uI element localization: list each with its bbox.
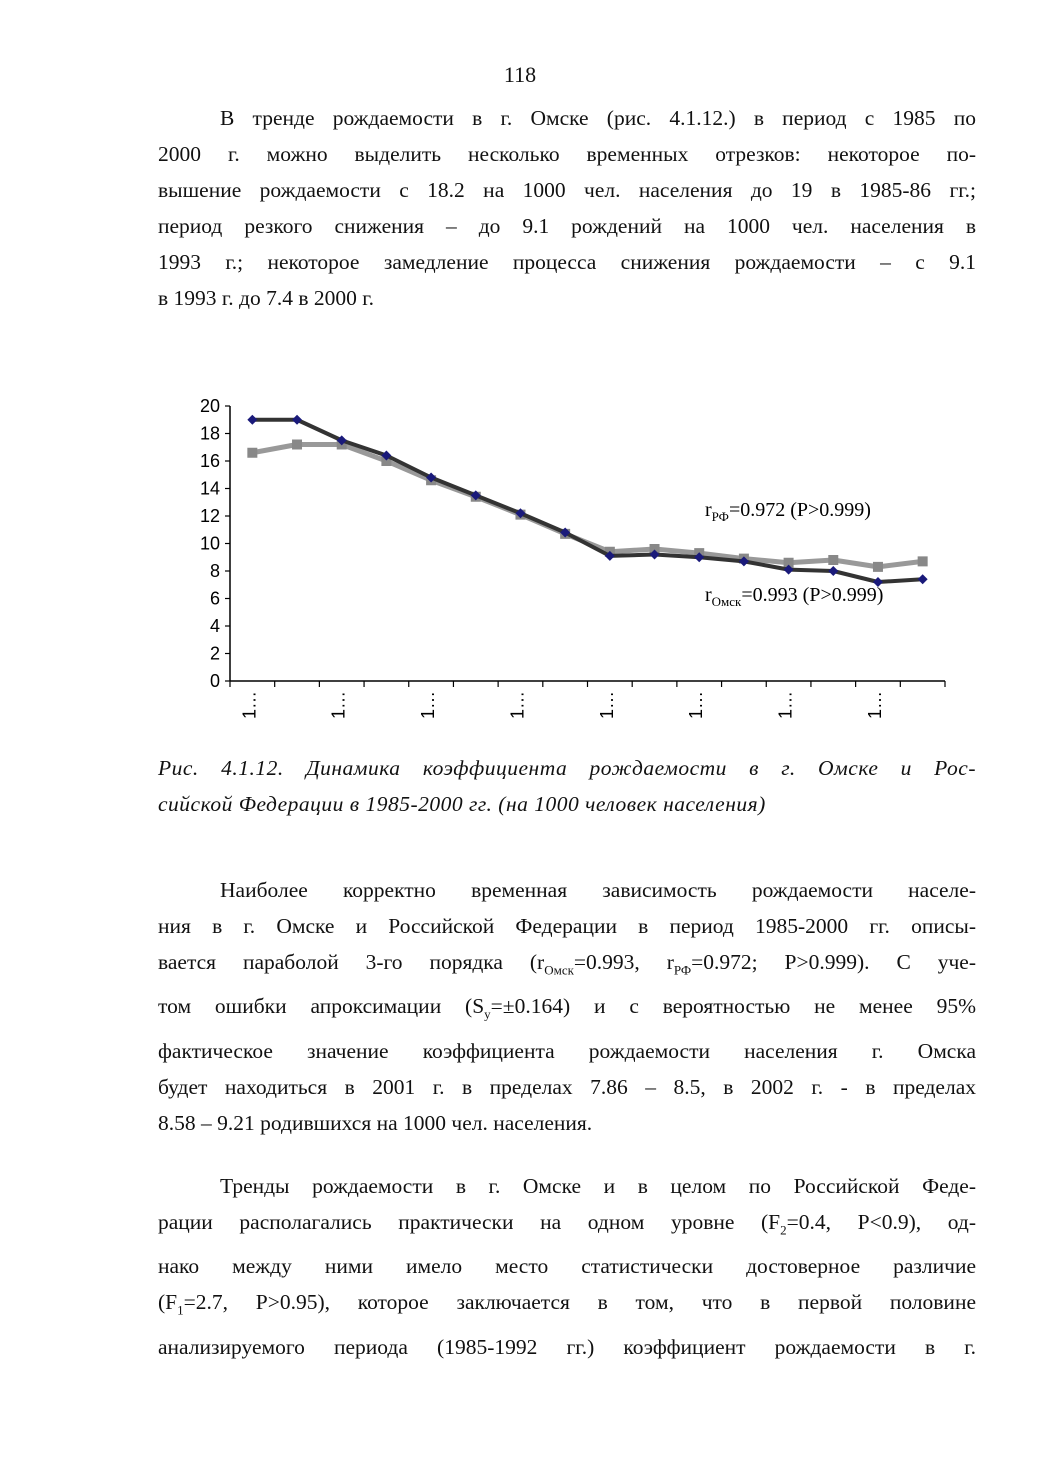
caption-line: сийской Федерации в 1985-2000 гг. (на 1000 человек населения) <box>158 792 766 816</box>
text-fragment: =±0.164) и с вероятностью не менее 95% <box>490 994 977 1019</box>
annotation-value: =0.972 (P>0.999) <box>728 499 871 521</box>
annotation-prefix: r <box>705 584 712 606</box>
correlation-annotation <box>705 584 883 609</box>
subscript: РФ <box>673 962 692 978</box>
text-fragment: том ошибки апроксимации (S <box>158 994 485 1019</box>
text-line <box>158 1284 976 1328</box>
y-tick-label: 20 <box>199 396 220 416</box>
data-point-rf <box>873 562 883 572</box>
x-tick-label: 1… <box>328 691 349 720</box>
y-tick-label: 2 <box>209 643 220 664</box>
y-tick-label: 8 <box>209 561 220 581</box>
y-tick-label: 14 <box>199 478 220 499</box>
x-tick-label: 1… <box>239 691 260 720</box>
paragraph-intro <box>158 100 976 316</box>
y-tick-label: 4 <box>209 616 220 636</box>
x-tick-label: 1… <box>686 691 707 720</box>
data-point-omsk <box>828 566 838 576</box>
correlation-annotation <box>705 499 871 524</box>
text-line: Наиболее корректно временная зависимость рождаемости населе- <box>220 878 976 902</box>
paragraph-approximation <box>158 872 976 1141</box>
annotation-subscript: Омск <box>711 594 742 609</box>
paragraph-trends <box>158 1168 976 1365</box>
text-fragment: рации располагались практически на одном уровне (F <box>158 1210 781 1234</box>
data-point-omsk <box>247 415 257 425</box>
y-tick-label: 18 <box>199 423 220 444</box>
text-line: ния в г. Омске и Российской Федерации в период 1985-2000 гг. описы- <box>158 914 976 938</box>
text-fragment: =0.972; P>0.999). С уче- <box>691 950 976 974</box>
y-tick-label: 10 <box>199 533 220 554</box>
x-tick-label: 1… <box>596 691 617 720</box>
y-tick-label: 0 <box>209 671 220 691</box>
y-tick-label: 16 <box>199 451 220 471</box>
page-number: 118 <box>503 62 537 87</box>
annotation-value: =0.993 (P>0.999) <box>741 584 884 606</box>
text-line: В тренде рождаемости в г. Омске (рис. 4.1.12.) в период с 1985 по <box>220 106 976 130</box>
text-line: анализируемого периода (1985-1992 гг.) коэффициент рождаемости в г. <box>158 1334 976 1359</box>
data-point-rf <box>292 440 302 450</box>
data-point-rf <box>247 448 257 458</box>
chart-svg <box>150 388 970 728</box>
subscript: y <box>484 1006 491 1022</box>
text-line: Тренды рождаемости в г. Омске и в целом по Российской Феде- <box>220 1174 976 1198</box>
data-point-omsk <box>918 574 928 584</box>
subscript: 1 <box>177 1302 184 1318</box>
text-fragment: =0.4, P<0.9), од- <box>786 1210 976 1234</box>
text-line: 2000 г. можно выделить несколько временных отрезков: некоторое по- <box>158 142 976 166</box>
y-tick-label: 6 <box>209 588 220 609</box>
subscript: Омск <box>544 962 574 978</box>
text-line: вышение рождаемости с 18.2 на 1000 чел. населения до 19 в 1985-86 гг.; <box>158 178 976 202</box>
text-fragment: =0.993, r <box>573 950 674 974</box>
text-line: нако между ними имело место статистически достоверное различие <box>158 1254 976 1279</box>
text-line: период резкого снижения – до 9.1 рождений на 1000 чел. населения в <box>158 214 976 238</box>
annotation-subscript: РФ <box>711 509 729 524</box>
text-fragment: вается параболой 3-го порядка (r <box>158 950 545 974</box>
text-line: 8.58 – 9.21 родившихся на 1000 чел. населения. <box>158 1110 593 1135</box>
x-tick-label: 1… <box>864 691 885 720</box>
text-line: в 1993 г. до 7.4 в 2000 г. <box>158 286 375 310</box>
text-fragment: (F <box>158 1290 178 1315</box>
x-tick-label: 1… <box>418 691 439 720</box>
text-line: 1993 г.; некоторое замедление процесса снижения рождаемости – с 9.1 <box>158 250 976 274</box>
text-line: фактическое значение коэффициента рождаемости населения г. Омска <box>158 1038 976 1063</box>
data-point-rf <box>828 555 838 565</box>
x-tick-label: 1… <box>775 691 796 720</box>
caption-line: Рис. 4.1.12. Динамика коэффициента рождаемости в г. Омске и Рос- <box>158 756 976 780</box>
y-tick-label: 12 <box>199 506 220 526</box>
x-tick-label: 1… <box>507 691 528 720</box>
subscript: 2 <box>780 1222 787 1238</box>
text-fragment: =2.7, P>0.95), которое заключается в том, что в первой половине <box>183 1290 976 1315</box>
text-line: будет находиться в 2001 г. в пределах 7.86 – 8.5, в 2002 г. - в пределах <box>158 1074 976 1099</box>
text-line <box>158 988 976 1032</box>
text-line <box>158 1204 976 1248</box>
birth-rate-chart <box>150 388 970 728</box>
figure-caption <box>158 750 976 822</box>
text-line <box>158 944 976 988</box>
annotation-prefix: r <box>705 499 712 521</box>
data-point-rf <box>918 556 928 566</box>
